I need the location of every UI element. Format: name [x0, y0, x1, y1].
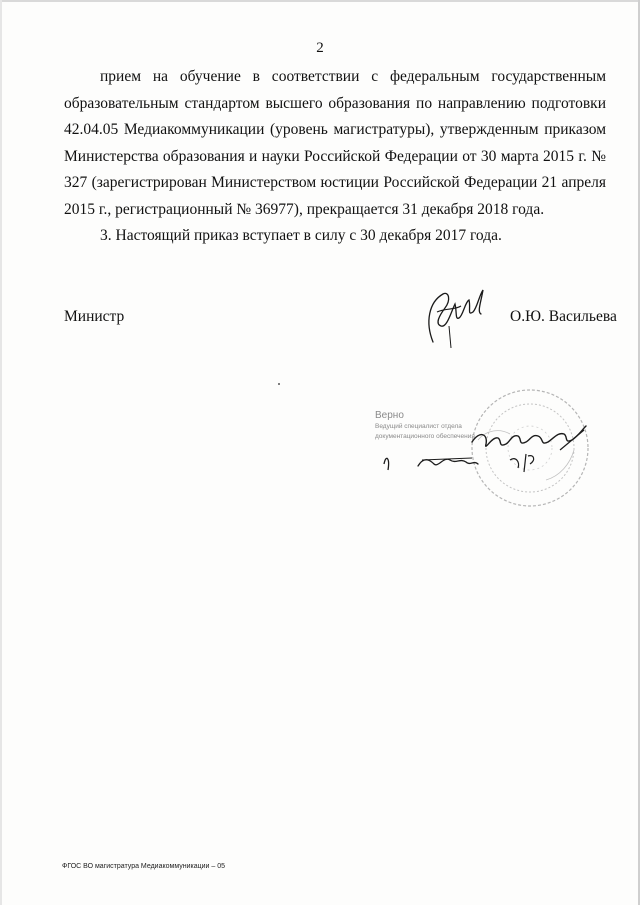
- certification-position: Ведущий специалист отдела: [375, 423, 462, 430]
- scan-edge-top: [0, 0, 640, 2]
- scan-dot: [278, 383, 280, 385]
- scan-edge-left: [0, 0, 2, 905]
- certifier-signature: [360, 380, 600, 520]
- body-text: [64, 64, 606, 250]
- minister-name: О.Ю. Васильева: [510, 308, 617, 325]
- certification-stamp: [360, 380, 600, 520]
- footer-note: ФГОС ВО магистратура Медиакоммуникации – 05: [62, 863, 225, 870]
- signature-row: [0, 308, 640, 338]
- certification-title: Верно: [375, 410, 404, 421]
- minister-signature: [415, 282, 495, 352]
- certification-department: документационного обеспечения: [375, 433, 475, 440]
- paragraph-effective-date: 3. Настоящий приказ вступает в силу с 30 декабря 2017 года.: [100, 227, 502, 244]
- minister-title: Министр: [64, 308, 125, 325]
- paragraph-continuation: прием на обучение в соответствии с федеральным государственным образовательным стандартом высшего образования по направлению подготовки 42.04.05 Медиакоммуникации (уровень магистратуры), утвержденным приказом Министерства образования и науки Российской Федерации от 30 марта 2015 г. № 327 (зарегистрирован Министерством юстиции Российской Федерации 21 апреля 2015 г., регистрационный № 36977), прекращается 31 декабря 2018 года.: [64, 68, 606, 218]
- page-number: 2: [316, 40, 324, 56]
